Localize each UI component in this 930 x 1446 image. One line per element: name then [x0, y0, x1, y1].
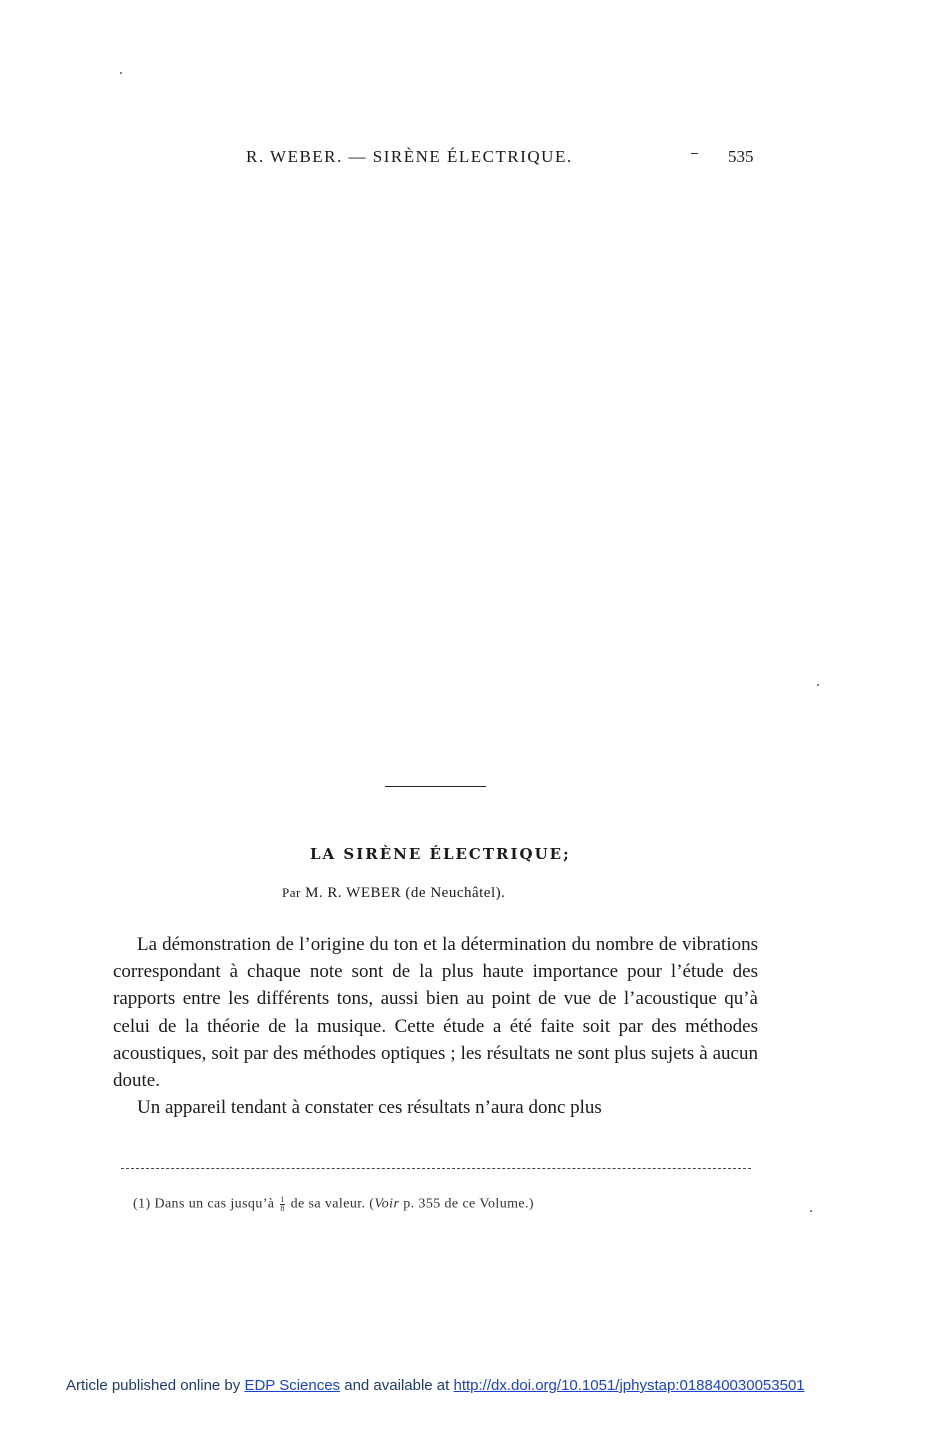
- running-head-dash: [691, 153, 698, 154]
- footnote-fraction: [280, 1196, 284, 1213]
- footnote-text-after: de sa valeur. (: [290, 1196, 375, 1212]
- byline-author: M. R. WEBER: [305, 885, 402, 901]
- footnote-voir: Voir: [374, 1196, 400, 1212]
- scan-speck: [120, 72, 122, 74]
- footnote-text-before: Dans un cas jusqu’à: [154, 1196, 275, 1212]
- doi-link[interactable]: http://dx.doi.org/10.1051/jphystap:018840030053501: [453, 1377, 805, 1394]
- paragraph: Un appareil tendant à constater ces résultats n’aura donc plus: [137, 1097, 602, 1119]
- footnote-marker: (1): [133, 1196, 151, 1212]
- footnote-reference: p. 355 de ce Volume.): [403, 1196, 534, 1212]
- footnote: [133, 1196, 534, 1213]
- byline: [282, 885, 505, 902]
- scan-speck: [810, 1210, 812, 1212]
- section-divider: [385, 786, 486, 787]
- byline-affiliation: (de Neuchâtel).: [405, 885, 506, 901]
- publisher-note-prefix: Article published online by: [66, 1377, 241, 1394]
- running-head-title: R. WEBER. — SIRÈNE ÉLECTRIQUE.: [246, 147, 573, 166]
- paragraph: La démonstration de l’origine du ton et la détermination du nombre de vibrations correspondant à chaque note sont de la plus haute importance pour l’étude des rapports entre les différents tons, aussi bien au point de vue de l’acoustique qu’à celui de la théorie de la musique. Cette étude a été faite soit par des méthodes acoustiques, soit par des méthodes optiques ; les résultats ne sont plus sujets à aucun doute.: [113, 934, 758, 1092]
- scan-speck: [817, 684, 819, 686]
- body-text: [113, 931, 758, 1121]
- footnote-rule: [121, 1168, 751, 1169]
- article-title: LA SIRÈNE ÉLECTRIQUE;: [310, 845, 571, 863]
- publisher-note-middle: and available at: [344, 1377, 450, 1394]
- byline-prefix: Par: [282, 885, 301, 900]
- fraction-denominator: 8: [280, 1204, 285, 1213]
- page-number: 535: [728, 147, 754, 166]
- publisher-link[interactable]: EDP Sciences: [244, 1377, 341, 1394]
- fraction-numerator: 1: [280, 1195, 285, 1204]
- publisher-note: [66, 1377, 805, 1394]
